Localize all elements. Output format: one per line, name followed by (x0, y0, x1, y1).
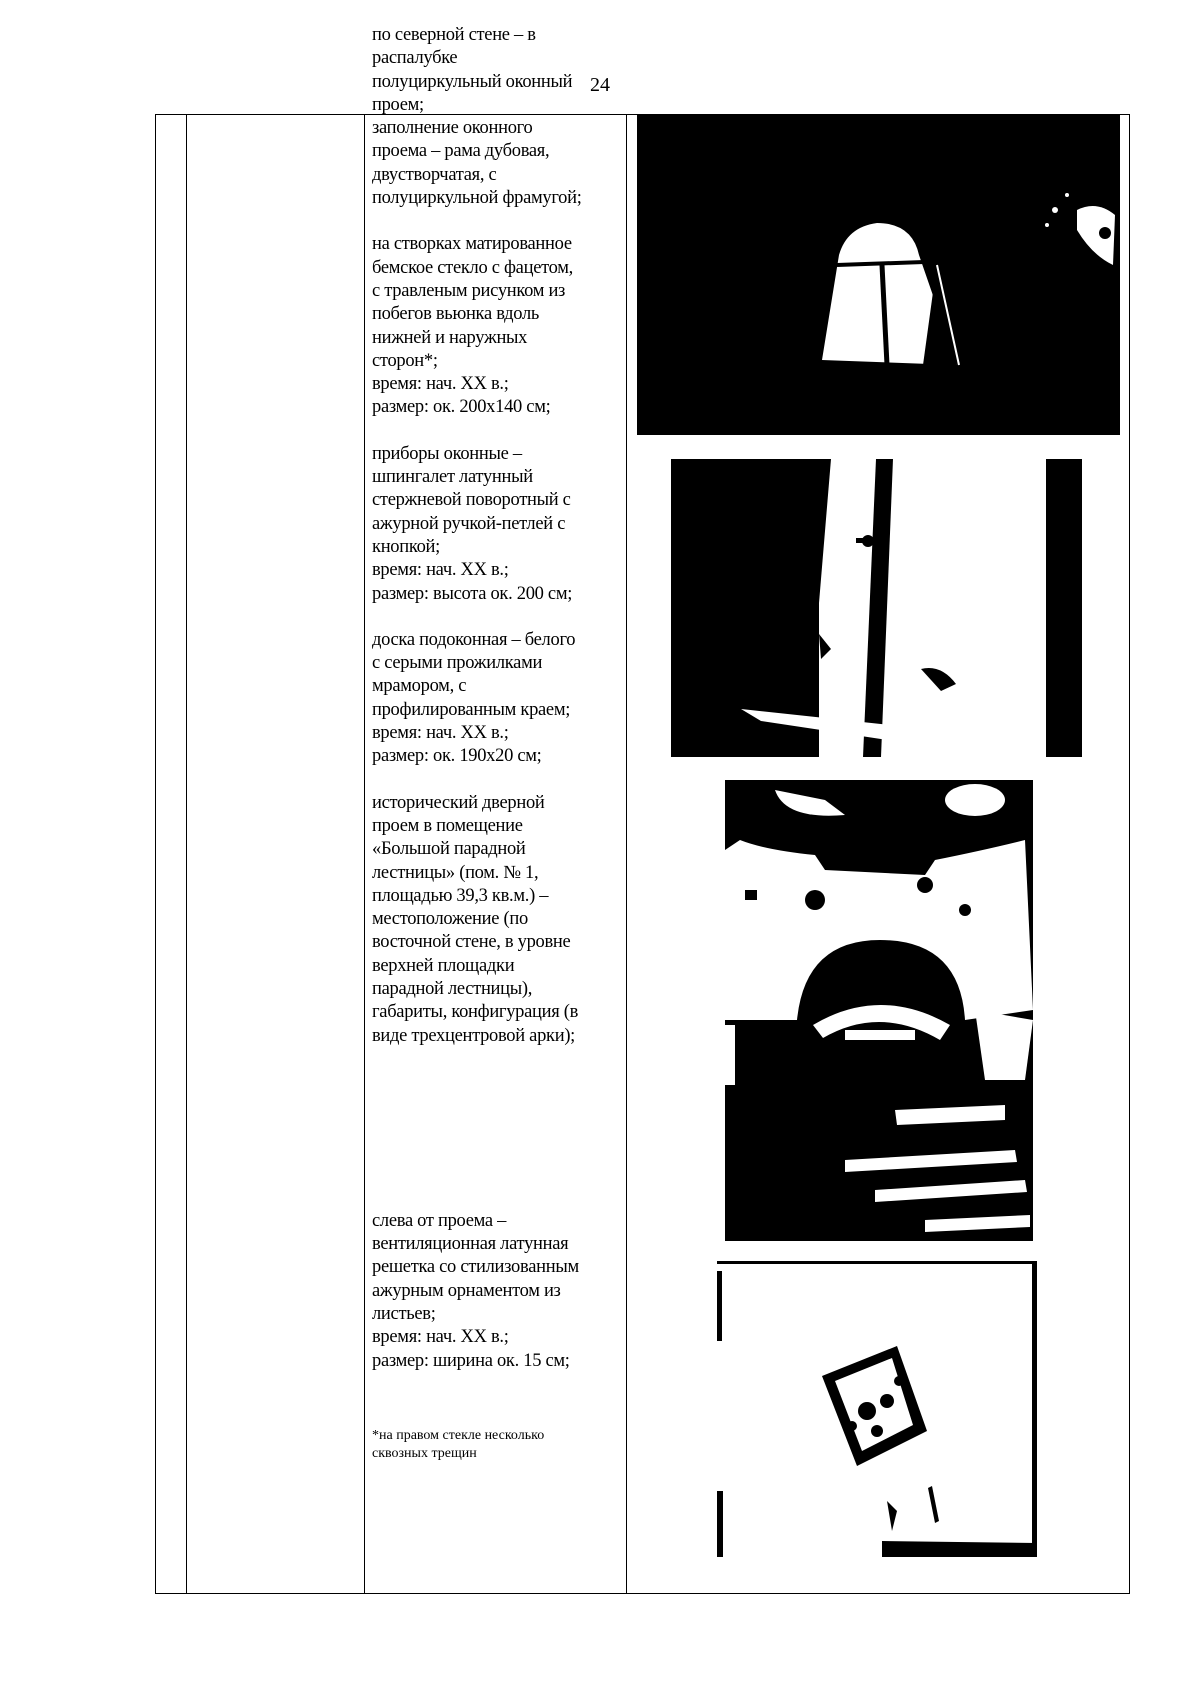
glass-description: на створках матированное бемское стекло с фацетом, с травленым рисунком из побегов вьюнка вдоль нижней и наружных сторон*; время: нач. XX в.; размер: ок. 200х140 см; (372, 234, 573, 418)
description-column (372, 24, 622, 1373)
photo-window (637, 115, 1120, 435)
page-number: 24 (590, 74, 610, 96)
column-divider (364, 115, 365, 1593)
column-divider (186, 115, 187, 1593)
photo-ventilation-grille (717, 1261, 1037, 1557)
doorway-description: исторический дверной проем в помещение «Большой парадной лестницы» (пом. № 1, площадью 39,3 кв.м.) – местоположение (по восточной стене, в уровне верхней площадки парадной лестницы), габариты, конфигурация (в виде трехцентровой арки); (372, 792, 579, 1046)
sill-description: доска подоконная – белого с серыми прожилками мрамором, с профилированным краем; время: нач. XX в.; размер: ок. 190х20 см; (372, 629, 576, 767)
photo-espagnolette (671, 459, 1082, 757)
column-divider (626, 115, 627, 1593)
window-description: по северной стене – в распалубке полуциркульный оконный проем; заполнение оконного проема – рама дубовая, двустворчатая, с полуциркульной фрамугой; (372, 25, 582, 209)
grille-description: слева от проема – вентиляционная латунная решетка со стилизованным ажурным орнаментом из листьев; время: нач. XX в.; размер: ширина ок. 15 см; (372, 1210, 579, 1371)
photo-doorway (725, 780, 1033, 1241)
hardware-description: приборы оконные – шпингалет латунный стержневой поворотный с ажурной ручкой-петлей с кнопкой; время: нач. XX в.; размер: высота ок. 200 см; (372, 443, 573, 604)
footnote: *на правом стекле несколько сквозных трещин (372, 1428, 545, 1461)
